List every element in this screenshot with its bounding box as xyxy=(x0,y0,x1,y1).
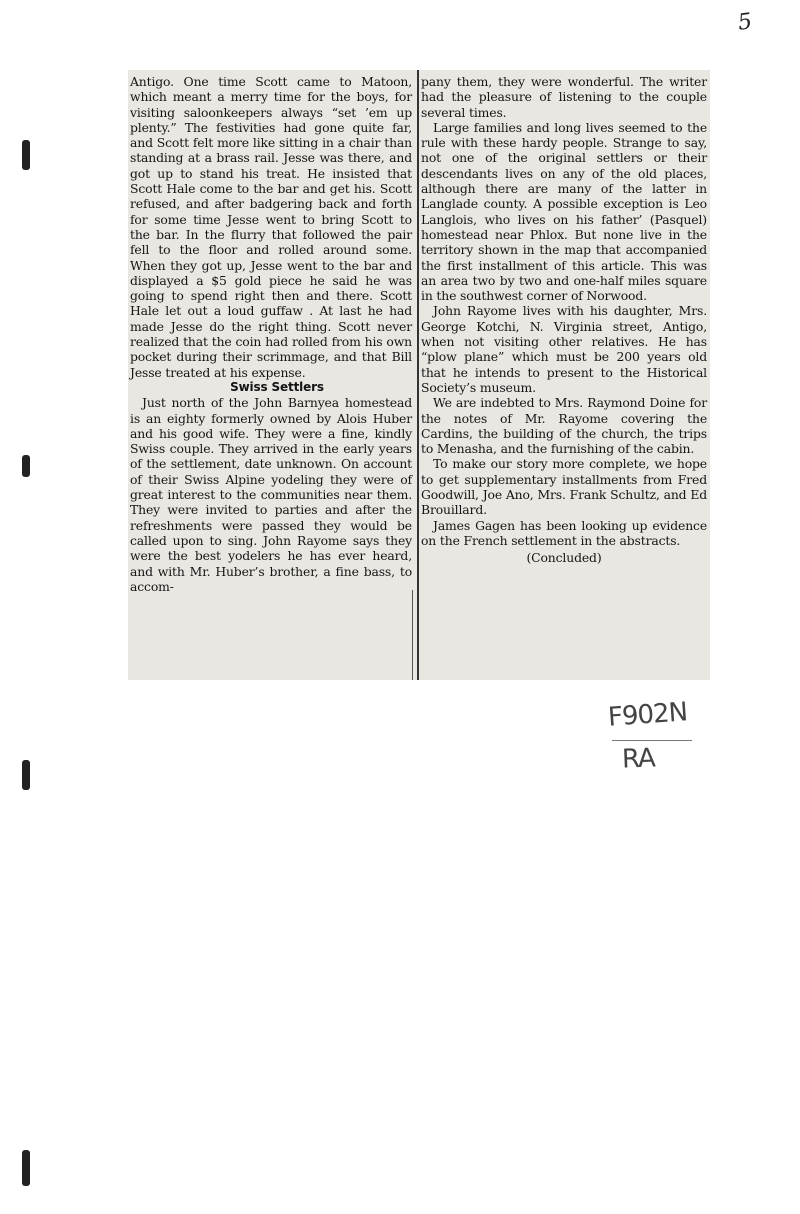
newspaper-clipping xyxy=(128,70,710,680)
binder-hole-mark xyxy=(22,1150,30,1186)
binder-hole-mark xyxy=(22,455,30,477)
section-heading: Swiss Settlers xyxy=(230,379,324,394)
column-divider xyxy=(417,70,419,680)
archive-stamp-initials: RA xyxy=(621,743,656,775)
paragraph: John Rayome lives with his daughter, Mrs. George Kotchi, N. Virginia street, Antigo, when not visiting other relatives. He has “plow plane” which must be 200 years old that he intends to present to the Historical Society’s museum. xyxy=(421,303,707,395)
paragraph: James Gagen has been looking up evidence on the French settlement in the abstracts. xyxy=(421,517,707,548)
paragraph: To make our story more complete, we hope to get supplementary installments from Fred Goodwill, Joe Ano, Mrs. Frank Schultz, and Ed Brouillard. xyxy=(421,456,707,518)
paragraph: Large families and long lives seemed to the rule with these hardy people. Strange to say, not one of the original settlers or their descendants lives on any of the old places, although there are many of the latter in Langlade county. A possible exception is Leo Langlois, who lives on his father’ (Pasquel) homestead near Phlox. But none live in the territory shown in the map that accompanied the first installment of this article. This was an area two by two and one-half miles square in the southwest corner of Norwood. xyxy=(421,119,707,304)
paragraph: Just north of the John Barnyea homestead is an eighty formerly owned by Alois Huber and his good wife. They were a fine, kindly Swiss couple. They arrived in the early years of the settlement, date unknown. On account of their Swiss Alpine yodeling they were of great interest to the communities near them. They were invited to parties and after the refreshments were passed they would be called upon to sing. John Rayome says they were the best yodelers he has ever heard, and with Mr. Huber’s brother, a fine bass, to accom- xyxy=(130,395,412,594)
right-column xyxy=(421,74,707,566)
archive-stamp-code: F902N xyxy=(607,697,688,733)
concluded-note: (Concluded) xyxy=(526,550,602,566)
paragraph: Antigo. One time Scott came to Matoon, which meant a merry time for the boys, for visiting saloonkeepers always “set ’em up plenty.” The festivities had gone quite far, and Scott felt more like sitting in a chair than standing at a brass rail. Jesse was there, and got up to stand his treat. He insisted that Scott Hale come to the bar and get his. Scott refused, and after badgering back and forth for some time Jesse went to bring Scott to the bar. In the flurry that followed the pair fell to the floor and rolled around some. When they got up, Jesse went to the bar and displayed a $5 gold piece he said he was going to spend right then and there. Scott Hale let out a loud guffaw . At last he had made Jesse do the right thing. Scott never realized that the coin had rolled from his own pocket during their scrimmage, and that Bill Jesse treated at his expense. xyxy=(130,74,412,380)
paragraph: We are indebted to Mrs. Raymond Doine for the notes of Mr. Rayome covering the Cardins, the building of the church, the trips to Menasha, and the furnishing of the cabin. xyxy=(421,395,707,457)
page-number: 5 xyxy=(736,9,754,36)
stamp-underline xyxy=(612,740,692,741)
binder-hole-mark xyxy=(22,140,30,170)
paragraph: pany them, they were wonderful. The writer had the pleasure of listening to the couple several times. xyxy=(421,74,707,120)
binder-hole-mark xyxy=(22,760,30,790)
column-divider-lower xyxy=(412,590,413,680)
left-column xyxy=(130,74,412,594)
